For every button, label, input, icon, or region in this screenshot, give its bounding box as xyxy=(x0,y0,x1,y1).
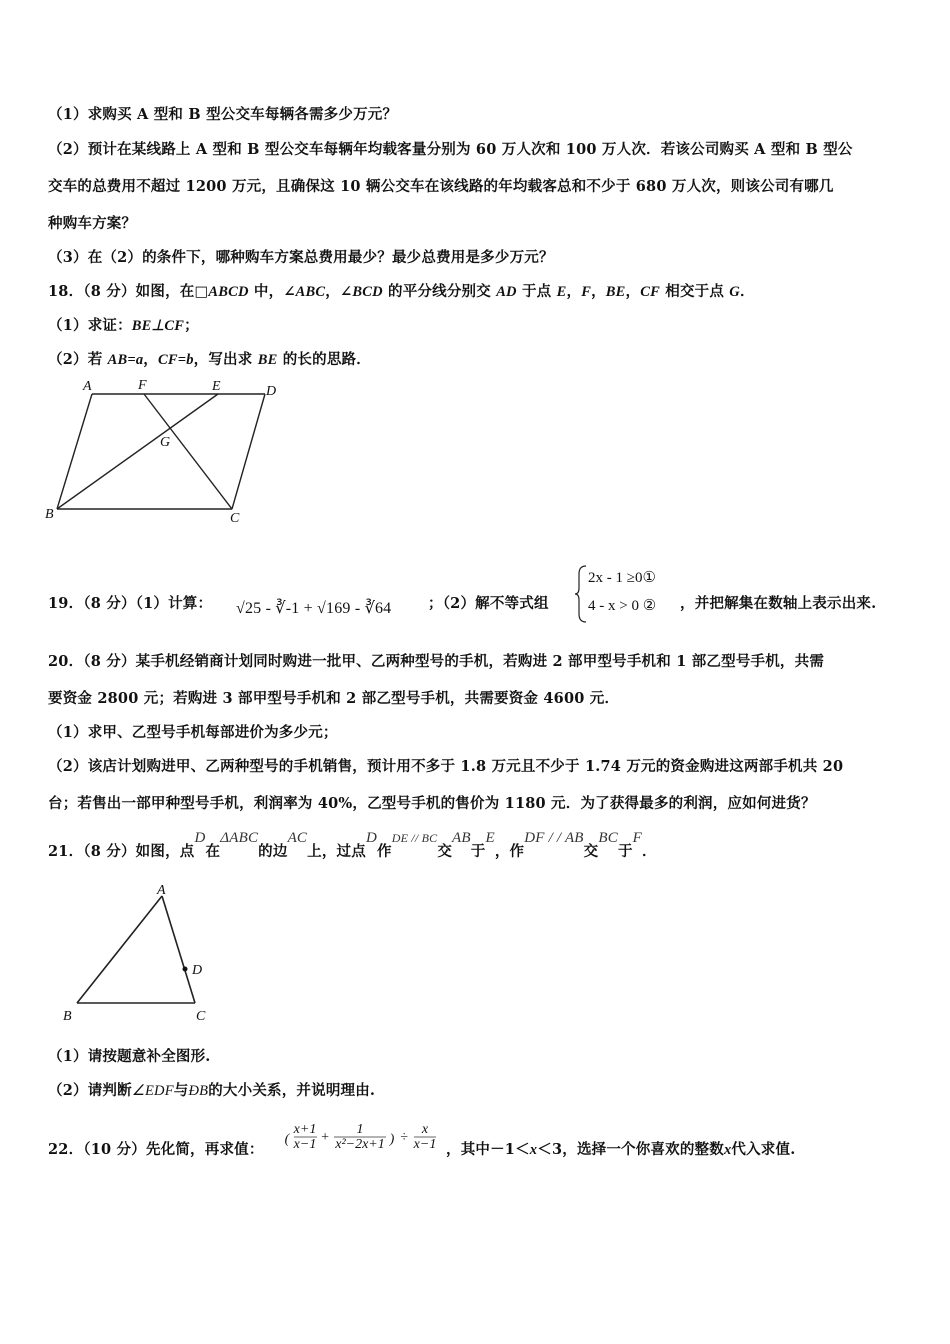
inequality-2: 4 - x > 0 ② xyxy=(588,598,657,614)
q19-tail: ，并把解集在数轴上表示出来. xyxy=(680,595,877,612)
side-ac xyxy=(162,896,195,1003)
q20-part2-line1: （2）该店计划购进甲、乙两种型号的手机销售，预计用不多于 1.8 万元且不少于 1.74 万元的资金购进这两部手机共 20 xyxy=(48,758,844,775)
label-d: D xyxy=(192,963,203,978)
q18-stem: 18．（8 分）如图，在□ABCD 中，∠ABC，∠BCD 的平分线分别交 AD 于点 E，F，BE，CF 相交于点 G． xyxy=(48,283,755,300)
frac1-denominator: x−1 xyxy=(293,1137,317,1152)
segment-cf xyxy=(144,394,232,509)
label-c: C xyxy=(196,1009,206,1024)
left-paren: ( xyxy=(284,1132,290,1147)
side-ab xyxy=(77,896,162,1003)
side-ba xyxy=(57,394,92,509)
point-d xyxy=(183,967,188,972)
q19-mid: ；（2）解不等式组 xyxy=(428,595,549,612)
inequality-1: 2x - 1 ≥0① xyxy=(588,570,656,586)
q18-part2: （2）若 AB=a，CF=b，写出求 BE 的长的思路． xyxy=(48,351,371,368)
label-d: D xyxy=(266,384,277,399)
q20-line2: 要资金 2800 元；若购进 3 部甲型号手机和 2 部乙型号手机，共需要资金 4600 元． xyxy=(48,690,620,707)
frac1-numerator: x+1 xyxy=(293,1122,317,1137)
label-e: E xyxy=(212,379,221,394)
q20-line1: 20．（8 分）某手机经销商计划同时购进一批甲、乙两种型号的手机，若购进 2 部甲型号手机和 1 部乙型号手机，共需 xyxy=(48,653,825,670)
q22-tail: ，其中－1＜x＜3，选择一个你喜欢的整数x代入求值. xyxy=(446,1141,796,1158)
q17-part2-line1: （2）预计在某线路上 A 型和 B 型公交车每辆年均载客量分别为 60 万人次和 100 万人次．若该公司购买 A 型和 B 型公 xyxy=(48,141,853,158)
q20-part1: （1）求甲、乙型号手机每部进价为多少元； xyxy=(48,724,338,741)
q21-part2: （2）请判断∠EDF与ÐB的大小关系，并说明理由. xyxy=(48,1082,376,1099)
frac3-numerator: x xyxy=(421,1122,429,1137)
q21-stem: 21．（8 分）如图，点D在ΔABC的边AC上，过点D作$^{DE // BC}$交AB于E，作DF / / AB交BC于F． xyxy=(48,830,657,860)
q21-part1: （1）请按题意补全图形. xyxy=(48,1048,211,1065)
q17-part1: （1）求购买 A 型和 B 型公交车每辆各需多少万元？ xyxy=(48,106,398,123)
q17-part2-line2: 交车的总费用不超过 1200 万元，且确保这 10 辆公交车在该线路的年均载客总和不少于 680 万人次，则该公司有哪几 xyxy=(48,178,834,195)
q17-part3: （3）在（2）的条件下，哪种购车方案总费用最少？最少总费用是多少万元？ xyxy=(48,249,554,266)
q22-head: 22．（10 分）先化简，再求值： xyxy=(48,1141,264,1158)
side-dc xyxy=(232,394,265,509)
plus-sign: + xyxy=(320,1130,330,1145)
frac2-numerator: 1 xyxy=(356,1122,364,1137)
system-brace xyxy=(574,564,588,624)
q17-part2-line3: 种购车方案？ xyxy=(48,215,137,232)
right-paren: ) xyxy=(389,1132,395,1147)
label-b: B xyxy=(63,1009,72,1024)
label-a: A xyxy=(83,379,92,394)
q20-part2-line2: 台；若售出一部甲种型号手机，利润率为 40%，乙型号手机的售价为 1180 元．为了获得最多的利润，应如何进货？ xyxy=(48,795,816,812)
parallelogram-figure xyxy=(40,372,290,532)
label-g: G xyxy=(160,435,171,450)
label-c: C xyxy=(230,511,240,526)
q18-part1: （1）求证：BE⊥CF； xyxy=(48,317,199,334)
label-a: A xyxy=(157,883,166,898)
label-b: B xyxy=(45,507,54,522)
q19-expression: √25 - ∛-1 + √169 - ∛64 xyxy=(236,600,392,617)
divide-sign: ÷ xyxy=(400,1130,408,1145)
triangle-figure xyxy=(55,882,235,1032)
q22-expression xyxy=(282,1119,442,1159)
frac3-denominator: x−1 xyxy=(413,1137,437,1152)
label-f: F xyxy=(138,378,147,393)
segment-be xyxy=(57,394,218,509)
frac2-denominator: x²−2x+1 xyxy=(335,1137,385,1152)
q19-head: 19．（8 分）（1）计算： xyxy=(48,595,213,612)
